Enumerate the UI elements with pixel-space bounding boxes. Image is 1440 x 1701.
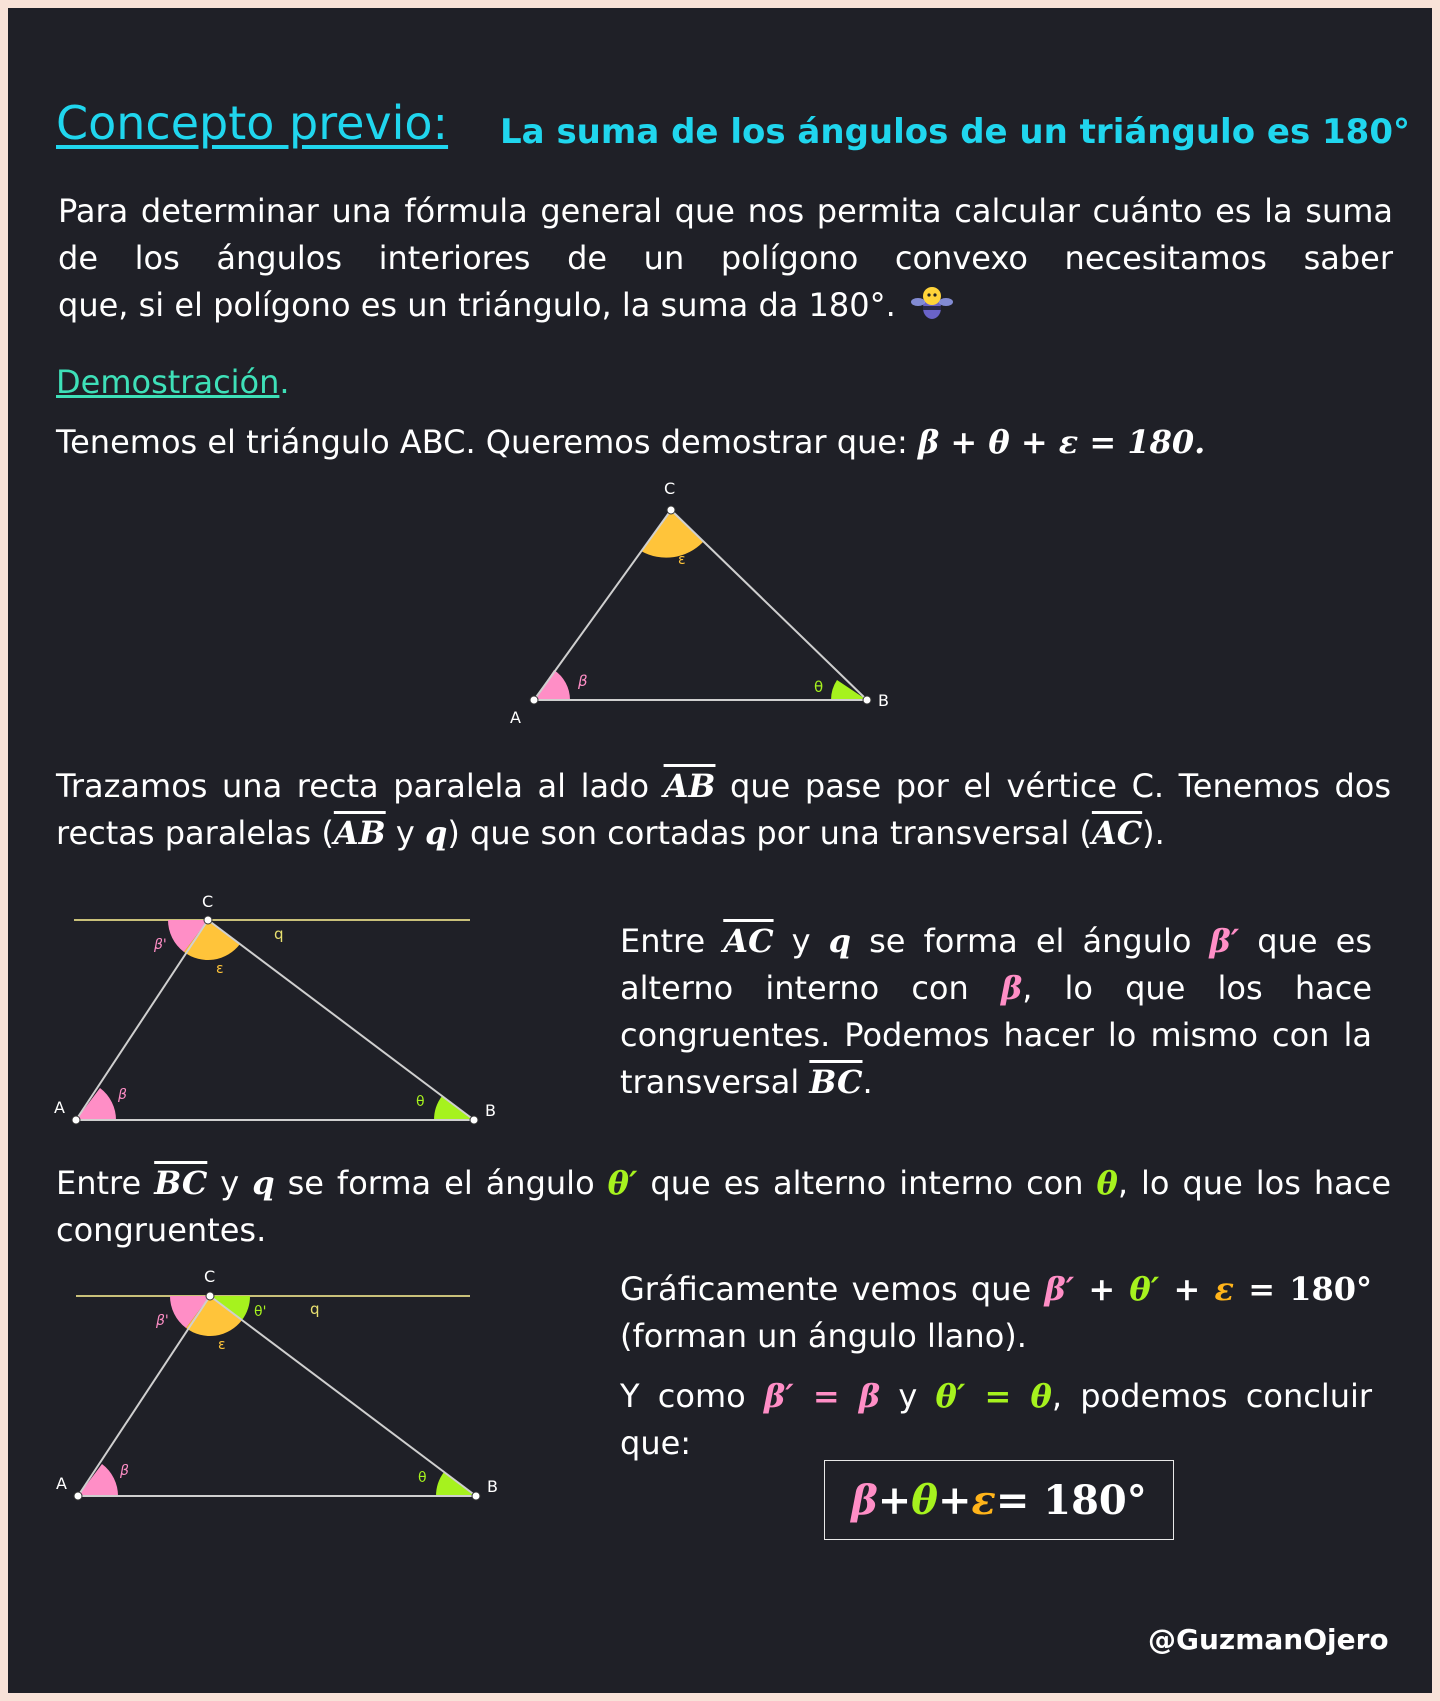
label-beta-prime: β' [156, 1313, 169, 1329]
vertex-C [204, 916, 212, 924]
step3-text-5: , lo que los hace congruentes. Podemos hacer lo mismo con la transversal [620, 969, 1373, 1101]
intro-text-a: Para determinar una fórmula general que nos permita calcular cuánto es la suma de los ángulos interiores de un polígono convexo necesitamos saber [58, 192, 1393, 277]
angle-theta-prime: θ′ [1129, 1270, 1160, 1308]
bee-icon [910, 284, 954, 324]
label-beta-prime: β' [154, 937, 167, 953]
vertex-A [74, 1492, 82, 1500]
angle-epsilon: ε [1214, 1270, 1234, 1308]
step4-paragraph [56, 1160, 1391, 1254]
vertex-B [472, 1492, 480, 1500]
step5-text-2: (forman un ángulo llano). [620, 1317, 1027, 1355]
side-BC [210, 1296, 476, 1496]
label-epsilon: ε [678, 552, 686, 568]
label-C: C [664, 479, 676, 498]
step3-paragraph [620, 918, 1372, 1106]
result-box [824, 1460, 1174, 1540]
result-equals: = 180° [995, 1476, 1147, 1524]
label-C: C [204, 1267, 216, 1286]
label-beta: β [118, 1087, 127, 1103]
intro-text-b-line [58, 282, 1393, 329]
equals-180: = 180° [1233, 1270, 1373, 1308]
segment-BC: $\overline{BC}$ [809, 1063, 863, 1101]
result-plus-2: + [937, 1476, 972, 1524]
label-B: B [878, 691, 889, 710]
segment-AC: $\overline{AC}$ [723, 922, 774, 960]
theta-equality: θ′ = θ [935, 1377, 1052, 1415]
result-epsilon: ε [971, 1476, 996, 1524]
label-theta-prime: θ' [254, 1304, 267, 1320]
label-q: q [310, 1300, 320, 1318]
vertex-B [470, 1116, 478, 1124]
angle-beta-arc [78, 1464, 118, 1496]
label-theta: θ [418, 1470, 427, 1486]
triangle-figure-3 [58, 1268, 528, 1508]
line-q: q [252, 1164, 275, 1202]
demo-heading-text: Demostración [56, 363, 280, 401]
angle-epsilon-arc [641, 510, 703, 558]
side-BC [208, 920, 474, 1120]
step4-text-1: Entre [56, 1164, 155, 1202]
intro-paragraph [58, 188, 1393, 329]
step3-text-6: . [862, 1063, 873, 1101]
label-epsilon: ε [218, 1337, 226, 1353]
angle-beta-prime: β′ [1044, 1270, 1075, 1308]
step4-text-3: se forma el ángulo [274, 1164, 608, 1202]
label-beta: β [120, 1463, 129, 1479]
vertex-B [863, 696, 871, 704]
step4-text-5: , lo que los hace congruentes. [56, 1164, 1392, 1249]
step4-text-4: que es alterno interno con [637, 1164, 1097, 1202]
step5-paragraph [620, 1266, 1372, 1360]
triangle-figure-1 [498, 468, 978, 728]
page-subtitle: La suma de los ángulos de un triángulo es 180° [500, 112, 1410, 152]
result-theta: θ [911, 1476, 938, 1524]
angle-theta: θ [1096, 1164, 1118, 1202]
step2-text-3: y [385, 814, 425, 852]
intro-text-b: que, si el polígono es un triángulo, la suma da 180°. [58, 286, 896, 324]
triangle-figure-2 [54, 892, 528, 1123]
side-AC [78, 1296, 210, 1496]
statement-formula: β + θ + ε = 180. [917, 423, 1206, 461]
label-B: B [485, 1101, 496, 1120]
segment-AB: $\overline{AB}$ [663, 767, 716, 805]
label-B: B [487, 1477, 498, 1496]
angle-beta-prime: β′ [1209, 922, 1240, 960]
page-title: Concepto previo: [56, 96, 449, 150]
result-beta: β [851, 1476, 878, 1524]
label-epsilon: ε [216, 961, 224, 977]
label-beta: β [578, 672, 588, 690]
label-q: q [274, 925, 284, 943]
beta-equality: β′ = β [763, 1377, 881, 1415]
line-q: q [424, 814, 448, 852]
segment-BC: $\overline{BC}$ [154, 1164, 208, 1202]
plus-2: + [1159, 1270, 1215, 1308]
step3-text-4: que es alterno interno con [620, 922, 1373, 1007]
step3-text-3: se forma el ángulo [851, 922, 1210, 960]
label-theta: θ [416, 1094, 425, 1110]
credit-handle: @GuzmanOjero [1148, 1623, 1389, 1656]
vertex-C [667, 506, 675, 514]
step6-text-1: Y como [620, 1377, 764, 1415]
side-BC [671, 510, 867, 700]
label-A: A [54, 1098, 65, 1117]
step2-paragraph [56, 763, 1391, 857]
demo-heading [56, 363, 290, 401]
step6-text-2: y [880, 1377, 936, 1415]
page [8, 8, 1432, 1693]
step2-text-2: que pase por el vértice C. Tenemos dos rectas paralelas ( [56, 767, 1392, 852]
label-A: A [510, 708, 521, 727]
step2-text-5: ). [1142, 814, 1165, 852]
side-AC [76, 920, 208, 1120]
label-C: C [202, 892, 214, 911]
angle-beta: β [1000, 969, 1023, 1007]
segment-AB-2: $\overline{AB}$ [333, 814, 386, 852]
step3-text-1: Entre [620, 922, 724, 960]
step6-text-3: , podemos concluir que: [620, 1377, 1373, 1462]
segment-AC: $\overline{AC}$ [1091, 814, 1143, 852]
step5-text-1: Gráficamente vemos que [620, 1270, 1045, 1308]
angle-beta-arc [76, 1088, 116, 1120]
step4-text-2: y [207, 1164, 253, 1202]
step2-text-4: ) que son cortadas por una transversal ( [447, 814, 1092, 852]
vertex-C [206, 1292, 214, 1300]
step2-text-1: Trazamos una recta paralela al lado [56, 767, 664, 805]
side-AC [534, 510, 671, 700]
demo-heading-dot: . [279, 363, 290, 401]
statement-text: Tenemos el triángulo ABC. Queremos demostrar que: [56, 423, 918, 461]
statement [56, 423, 1205, 461]
label-A: A [56, 1474, 67, 1493]
vertex-A [72, 1116, 80, 1124]
angle-theta-prime: θ′ [607, 1164, 638, 1202]
step3-text-2: y [773, 922, 829, 960]
plus-1: + [1074, 1270, 1130, 1308]
line-q: q [828, 922, 852, 960]
vertex-A [530, 696, 538, 704]
step6-paragraph [620, 1373, 1372, 1467]
result-plus-1: + [877, 1476, 912, 1524]
label-theta: θ [814, 678, 824, 696]
